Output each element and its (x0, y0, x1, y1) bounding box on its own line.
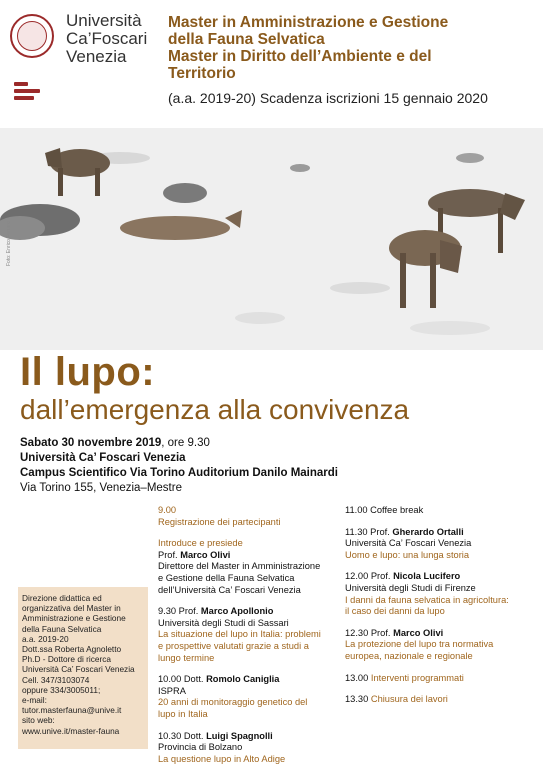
program-right-column (345, 505, 535, 716)
master-line-4: Territorio (168, 65, 236, 82)
program-item: 12.30 Prof. Marco Olivi La protezione del lupo tra normativa europea, nazionale e regionale (345, 627, 494, 661)
program-item: Introduce e presiede Prof. Marco Olivi Direttore del Master in Amministrazione e Gestione della Fauna Selvatica dell’Università Ca’ Foscari Venezia (158, 538, 321, 595)
wolves-photo (0, 128, 543, 350)
program-left-column (158, 505, 336, 768)
event-address: Via Torino 155, Venezia–Mestre (20, 482, 182, 494)
event-venue-1: Università Ca’ Foscari Venezia (20, 452, 186, 464)
program-item: 9.00 Registrazione dei partecipanti (158, 505, 281, 527)
program-item: 12.00 Prof. Nicola Lucifero Università degli Studi di Firenze I danni da fauna selvatica in agricoltura: il caso dei danni da lupo (345, 571, 509, 617)
header (0, 0, 543, 130)
subtitle: dall’emergenza alla convivenza (20, 394, 410, 425)
program-item: 11.00 Coffee break (345, 505, 424, 515)
department-logo-icon (14, 82, 48, 104)
program-item: 13.30 Chiusura dei lavori (345, 694, 448, 705)
event-venue-2: Campus Scientifico Via Torino Auditorium Danilo Mainardi (20, 467, 338, 479)
photo-credit: Foto: Enrico Ferraro (6, 221, 12, 266)
main-title: Il lupo: (20, 350, 156, 394)
master-line-3: Master in Diritto dell’Ambiente e del (168, 48, 432, 65)
university-seal-icon (10, 14, 54, 58)
program-item: 13.00 Interventi programmati (345, 672, 464, 683)
event-details (20, 436, 338, 496)
academic-year: (a.a. 2019-20) Scadenza iscrizioni 15 gennaio 2020 (168, 90, 488, 106)
program-item: 11.30 Prof. Gherardo Ortalli Università Ca’ Foscari Venezia Uomo e lupo: una lunga storia (345, 526, 472, 560)
program-item: 10.30 Dott. Luigi Spagnolli Provincia di Bolzano La questione lupo in Alto Adige (158, 730, 286, 764)
program-item: 9.30 Prof. Marco Apollonio Università degli Studi di Sassari La situazione del lupo in Italia: problemi e prospettive valutati grazie a studi a lungo termine (158, 606, 321, 663)
master-line-2: della Fauna Selvatica (168, 31, 325, 48)
event-time: , ore 9.30 (161, 437, 210, 449)
wolves-in-snow-image (0, 128, 543, 350)
master-titles (168, 14, 538, 82)
university-name: Università Ca’Foscari Venezia (66, 11, 148, 66)
program-item: 10.00 Dott. Romolo Caniglia ISPRA 20 anni di monitoraggio genetico del lupo in Italia (158, 674, 308, 719)
event-date: Sabato 30 novembre 2019 (20, 437, 162, 449)
master-line-1: Master in Amministrazione e Gestione (168, 14, 449, 31)
contact-website[interactable]: www.unive.it/master-fauna (22, 725, 120, 736)
contact-info-box: Direzione didattica ed organizzativa del Master in Amministrazione e Gestione della Fauna Selvatica a.a. 2019-20 Dott.ssa Roberta Agnoletto Ph.D - Dottore di ricerca Università Ca’ Foscari Venezia Cell. 347/3103074 oppure 334/3005011; e-mail: tutor.masterfauna@unive.it sito web: www.unive.it/master-fauna (18, 587, 148, 749)
contact-email[interactable]: tutor.masterfauna@unive.it (22, 705, 122, 716)
